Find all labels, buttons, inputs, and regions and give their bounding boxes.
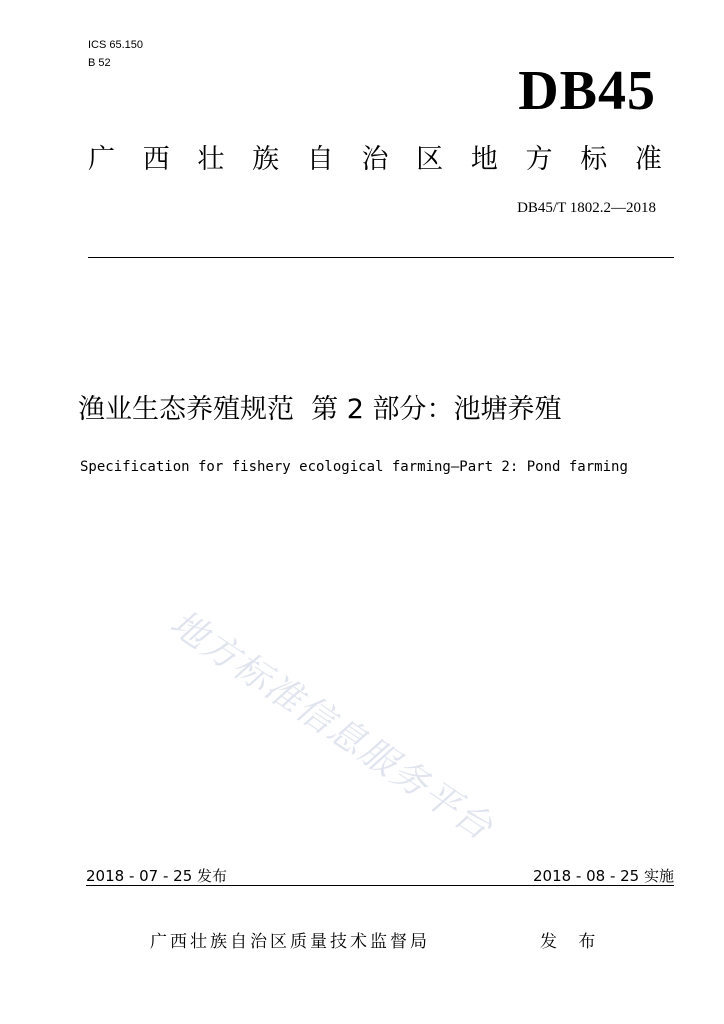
ccs-code: B 52 <box>88 57 111 69</box>
implementation-date: 2018 - 08 - 25 实施 <box>532 867 674 885</box>
standard-logo: DB45 <box>518 60 656 122</box>
standard-type-char: 区 <box>416 144 444 175</box>
ics-code: ICS 65.150 <box>88 39 144 51</box>
document-title-english: Specification for fishery ecological farming—Part 2: Pond farming <box>80 459 628 475</box>
issuing-authority: 广西壮族自治区质量技术监督局 <box>150 932 430 952</box>
header-divider <box>88 257 674 258</box>
footer-divider <box>86 885 674 886</box>
standard-type-char: 壮 <box>197 144 225 175</box>
standard-type-char: 地 <box>470 144 498 175</box>
standard-type-char: 准 <box>634 144 662 175</box>
standard-type-char: 方 <box>525 144 553 175</box>
standard-type-char: 族 <box>252 144 280 175</box>
document-title-chinese: 渔业生态养殖规范 第 2 部分：池塘养殖 <box>78 394 562 425</box>
standard-type-char: 广 <box>88 144 115 175</box>
standard-type <box>88 140 662 180</box>
standard-type-char: 西 <box>142 144 170 175</box>
standard-type-char: 自 <box>306 144 334 175</box>
issue-date: 2018 - 07 - 25 发布 <box>86 867 228 885</box>
standard-number: DB45/T 1802.2—2018 <box>517 200 656 216</box>
watermark: 地方标准信息服务平台 <box>162 602 501 850</box>
issue-label: 发 布 <box>540 932 604 952</box>
standard-type-char: 治 <box>361 144 389 175</box>
standard-type-char: 标 <box>580 144 608 175</box>
